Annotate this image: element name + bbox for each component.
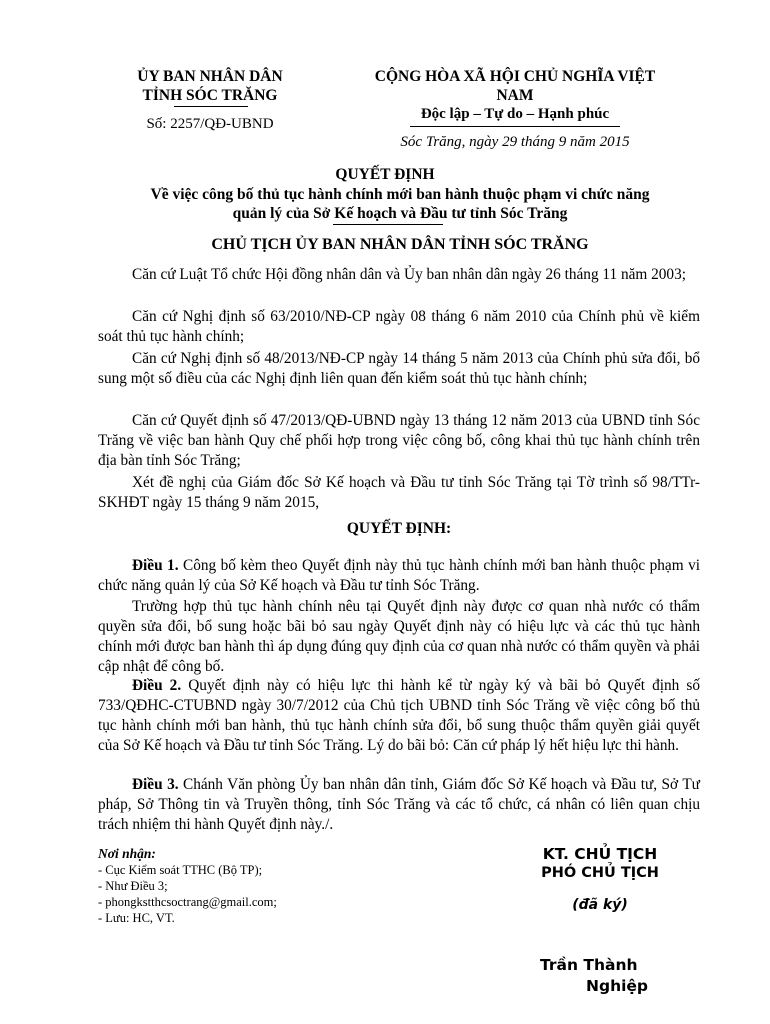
article-2-text: Quyết định này có hiệu lực thi hành kể từ ngày ký và bãi bỏ Quyết định số 733/QĐHC-CTUBND ngày 30/7/2012 của Chủ tịch UBND tỉnh Sóc Trăng về việc công bố thủ tục hành chính mới ban hành, thủ tục hành chính sửa đổi, bổ sung thuộc thẩm quyền giải quyết của Sở Kế hoạch và Đầu tư tỉnh Sóc Trăng. Lý do bãi bỏ: Căn cứ pháp lý hết hiệu lực thi hành.: [98, 677, 700, 754]
article-3-label: Điều 3.: [132, 776, 179, 793]
article-2: [98, 676, 700, 756]
article-1: [98, 556, 700, 596]
signer-name-line1: Trần Thành: [540, 956, 638, 974]
decision-heading: QUYẾT ĐỊNH: [335, 166, 435, 183]
national-title-line1: CỘNG HÒA XÃ HỘI CHỦ NGHĨA VIỆT: [374, 68, 656, 85]
recipients-label: Nơi nhận:: [98, 846, 156, 861]
subject-line2: quản lý của Sở Kế hoạch và Đầu tư tỉnh Sóc Trăng: [232, 205, 568, 222]
basis-4: Căn cứ Quyết định số 47/2013/QĐ-UBND ngày 13 tháng 12 năm 2013 của UBND tỉnh Sóc Trăng về việc ban hành Quy chế phối hợp trong việc công bố, công khai thủ tục hành chính trên địa bàn tỉnh Sóc Trăng;: [98, 412, 700, 469]
proposal: Xét đề nghị của Giám đốc Sở Kế hoạch và Đầu tư tỉnh Sóc Trăng tại Tờ trình số 98/TTr-SKHĐT ngày 15 tháng 9 năm 2015,: [98, 474, 700, 511]
signed-note: (đã ký): [572, 897, 628, 913]
recipient-item: - phongkstthcsoctrang@gmail.com;: [98, 895, 277, 909]
subject-underline: [333, 224, 443, 225]
signature-block: [505, 845, 695, 913]
national-title: [345, 67, 685, 105]
document-number: Số: 2257/QĐ-UBND: [146, 116, 274, 132]
recipient-item: - Cục Kiểm soát TTHC (Bộ TP);: [98, 863, 263, 877]
issuing-authority: [95, 67, 325, 105]
decision-subject: [60, 185, 740, 223]
basis-2: Căn cứ Nghị định số 63/2010/NĐ-CP ngày 08 tháng 6 năm 2010 của Chính phủ về kiểm soát thủ tục hành chính;: [98, 308, 700, 345]
article-1-extra: Trường hợp thủ tục hành chính nêu tại Quyết định này được cơ quan nhà nước có thẩm quyền sửa đổi, bổ sung hoặc bãi bỏ sau ngày Quyết định này có hiệu lực và các thủ tục hành chính mới được ban hành thì áp dụng đúng quy định của cơ quan nhà nước có thẩm quyền và phải cập nhật để công bố.: [98, 598, 700, 675]
article-1-text: Công bố kèm theo Quyết định này thủ tục hành chính mới ban hành thuộc phạm vi chức năng quản lý của Sở Kế hoạch và Đầu tư tỉnh Sóc Trăng.: [98, 557, 700, 594]
article-2-label: Điều 2.: [132, 677, 182, 694]
authority-line2: TỈNH SÓC TRĂNG: [142, 87, 278, 104]
article-1-label: Điều 1.: [132, 557, 179, 574]
article-3: [98, 775, 700, 835]
signature-subtitle: PHÓ CHỦ TỊCH: [541, 865, 659, 881]
authority-underline: [174, 106, 248, 107]
basis-1: Căn cứ Luật Tổ chức Hội đồng nhân dân và Ủy ban nhân dân ngày 26 tháng 11 năm 2003;: [132, 266, 686, 283]
signer-name-line2: Nghiệp: [586, 977, 649, 995]
recipient-item: - Lưu: HC, VT.: [98, 911, 175, 925]
signature-title: KT. CHỦ TỊCH: [542, 845, 658, 863]
signer-name: [540, 955, 700, 997]
recipients: [98, 846, 398, 926]
motto: Độc lập – Tự do – Hạnh phúc: [420, 106, 610, 122]
subject-line1: Về việc công bố thủ tục hành chính mới ban hành thuộc phạm vi chức năng: [150, 186, 650, 203]
decides-heading: QUYẾT ĐỊNH:: [346, 520, 452, 537]
place-date: Sóc Trăng, ngày 29 tháng 9 năm 2015: [400, 134, 630, 150]
basis-3: Căn cứ Nghị định số 48/2013/NĐ-CP ngày 14 tháng 5 năm 2013 của Chính phủ sửa đổi, bổ sung một số điều của các Nghị định liên quan đến kiểm soát thủ tục hành chính;: [98, 350, 700, 387]
recipient-item: - Như Điều 3;: [98, 879, 168, 893]
issuer-title: CHỦ TỊCH ỦY BAN NHÂN DÂN TỈNH SÓC TRĂNG: [211, 236, 589, 253]
article-3-text: Chánh Văn phòng Ủy ban nhân dân tỉnh, Giám đốc Sở Kế hoạch và Đầu tư, Sở Tư pháp, Sở Thông tin và Truyền thông, tỉnh Sóc Trăng và các tổ chức, cá nhân có liên quan chịu trách nhiệm thi hành Quyết định này./.: [98, 776, 700, 833]
authority-line1: ỦY BAN NHÂN DÂN: [137, 68, 283, 85]
national-title-line2: NAM: [496, 87, 534, 104]
motto-underline: [410, 126, 620, 127]
